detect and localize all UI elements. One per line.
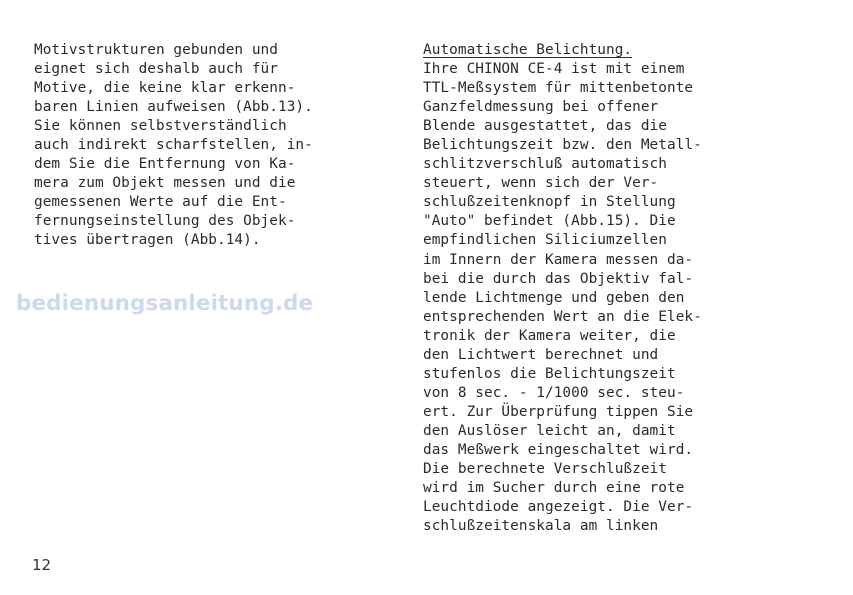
text-line: Sie können selbstverständlich xyxy=(34,118,287,135)
watermark: bedienungsanleitung.de xyxy=(16,291,314,316)
text-line: wird im Sucher durch eine rote xyxy=(423,480,685,497)
text-line: dem Sie die Entfernung von Ka- xyxy=(34,156,296,173)
text-line: steuert, wenn sich der Ver- xyxy=(423,175,659,192)
text-line: von 8 sec. - 1/1000 sec. steu- xyxy=(423,384,685,401)
text-line: tronik der Kamera weiter, die xyxy=(423,327,676,344)
text-line: Motivstrukturen gebunden und xyxy=(34,42,278,58)
text-line: bei die durch das Objektiv fal- xyxy=(423,270,694,287)
text-line: empfindlichen Siliciumzellen xyxy=(423,232,667,249)
text-line: Belichtungszeit bzw. den Metall- xyxy=(423,137,702,154)
text-line: baren Linien aufweisen (Abb.13). xyxy=(34,99,313,116)
text-line: schlußzeitenskala am linken xyxy=(423,518,659,535)
text-line: den Auslöser leicht an, damit xyxy=(423,422,676,439)
text-line: stufenlos die Belichtungszeit xyxy=(423,365,676,382)
text-line: im Innern der Kamera messen da- xyxy=(423,251,694,268)
text-line: Blende ausgestattet, das die xyxy=(423,118,667,135)
text-line: tives übertragen (Abb.14). xyxy=(34,232,261,249)
text-line: entsprechenden Wert an die Elek- xyxy=(423,308,702,325)
text-line: mera zum Objekt messen und die xyxy=(34,175,296,192)
text-line: den Lichtwert berechnet und xyxy=(423,346,659,363)
text-line: schlußzeitenknopf in Stellung xyxy=(423,194,676,211)
section-heading: Automatische Belichtung. xyxy=(423,42,633,58)
text-line: TTL-Meßsystem für mittenbetonte xyxy=(423,80,694,97)
page-number: 12 xyxy=(32,556,52,574)
text-line: Ganzfeldmessung bei offener xyxy=(423,99,659,116)
text-line: eignet sich deshalb auch für xyxy=(34,61,278,78)
left-text-column xyxy=(34,41,313,251)
text-line: das Meßwerk eingeschaltet wird. xyxy=(423,441,694,458)
text-line: Motive, die keine klar erkenn- xyxy=(34,80,296,97)
text-line: auch indirekt scharfstellen, in- xyxy=(34,137,313,154)
text-line: "Auto" befindet (Abb.15). Die xyxy=(423,213,676,230)
text-line: fernungseinstellung des Objek- xyxy=(34,213,296,230)
text-line: lende Lichtmenge und geben den xyxy=(423,289,685,306)
right-text-column xyxy=(423,41,702,536)
text-line: ert. Zur Überprüfung tippen Sie xyxy=(423,403,694,420)
text-line: Leuchtdiode angezeigt. Die Ver- xyxy=(423,499,694,516)
text-line: Ihre CHINON CE-4 ist mit einem xyxy=(423,61,685,78)
text-line: gemessenen Werte auf die Ent- xyxy=(34,194,287,211)
text-line: Die berechnete Verschlußzeit xyxy=(423,461,667,478)
text-line: schlitzverschluß automatisch xyxy=(423,156,667,173)
